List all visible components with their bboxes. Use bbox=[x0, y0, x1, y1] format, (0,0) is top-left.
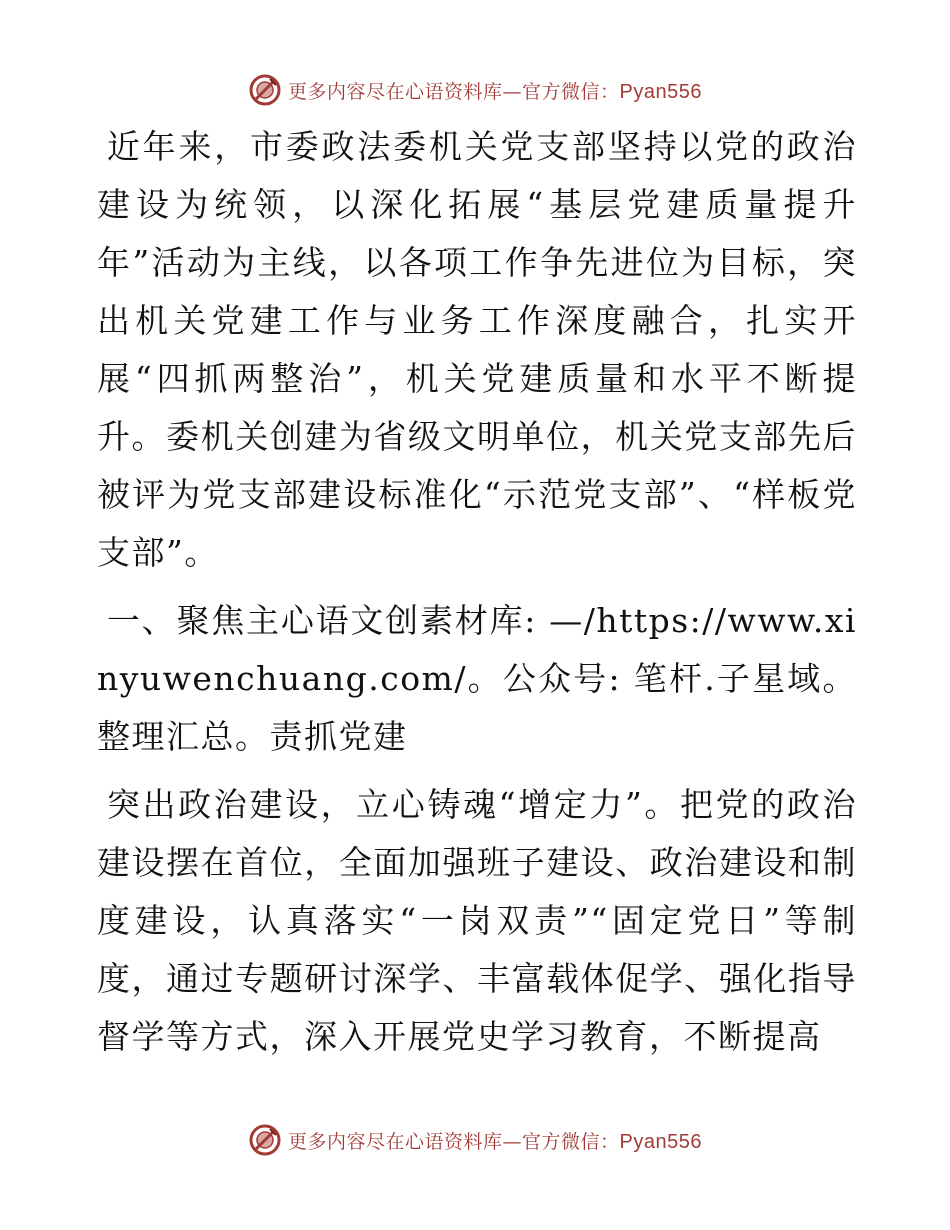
red-seal-logo-icon bbox=[248, 1123, 282, 1157]
header-banner-label: 更多内容尽在心语资料库—官方微信： bbox=[288, 80, 620, 103]
header-banner-text bbox=[288, 77, 702, 104]
header-banner bbox=[0, 70, 950, 110]
document-body bbox=[97, 118, 857, 1066]
paragraph-section-heading: 一、聚焦主心语文创素材库: —/https://www.xinyuwenchuang.com/。公众号: 笔杆.子星域。整理汇总。责抓党建 bbox=[97, 601, 857, 756]
paragraph-political-construction: 突出政治建设，立心铸魂“增定力”。把党的政治建设摆在首位，全面加强班子建设、政治建设和制度建设，认真落实“一岗双责”“固定党日”等制度，通过专题研讨深学、丰富载体促学、强化指导督学等方式，深入开展党史学习教育，不断提高 bbox=[97, 785, 857, 1056]
footer-banner bbox=[0, 1120, 950, 1160]
red-seal-logo-icon bbox=[248, 73, 282, 107]
paragraph-intro: 近年来，市委政法委机关党支部坚持以党的政治建设为统领，以深化拓展“基层党建质量提升年”活动为主线，以各项工作争先进位为目标，突出机关党建工作与业务工作深度融合，扎实开展“四抓两整治”，机关党建质量和水平不断提升。委机关创建为省级文明单位，机关党支部先后被评为党支部建设标准化“示范党支部”、“样板党支部”。 bbox=[97, 127, 857, 572]
footer-banner-text bbox=[288, 1127, 702, 1154]
footer-wechat-id: Pyan556 bbox=[619, 1130, 702, 1153]
footer-banner-label: 更多内容尽在心语资料库—官方微信： bbox=[288, 1130, 620, 1153]
header-wechat-id: Pyan556 bbox=[619, 80, 702, 103]
